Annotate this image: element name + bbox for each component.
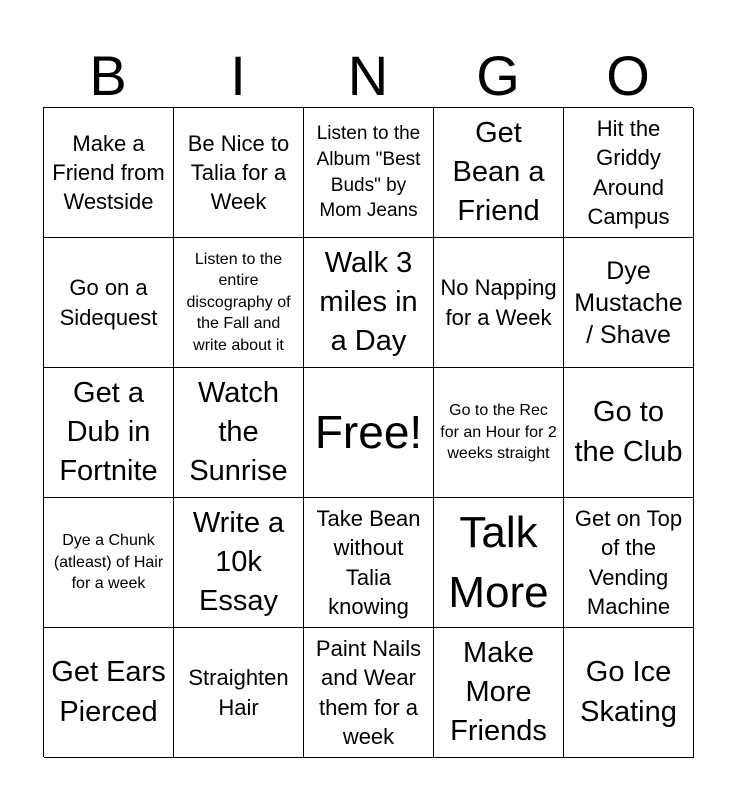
cell-label: Go on a Sidequest xyxy=(59,275,158,330)
cell-label: Get Bean a Friend xyxy=(452,116,545,228)
cell-label: Get on Top of the Vending Machine xyxy=(574,506,683,619)
bingo-cell[interactable] xyxy=(304,628,434,758)
bingo-cell[interactable] xyxy=(564,368,694,498)
bingo-cell[interactable] xyxy=(174,628,304,758)
cell-label: Listen to the Album "Best Buds" by Mom Jeans xyxy=(316,123,421,222)
bingo-cell[interactable] xyxy=(564,498,694,628)
free-space-cell[interactable] xyxy=(304,368,434,498)
bingo-cell[interactable] xyxy=(564,628,694,758)
bingo-cell[interactable] xyxy=(44,238,174,368)
cell-label: Straighten Hair xyxy=(188,665,289,720)
cell-label: Make More Friends xyxy=(450,636,547,748)
cell-label: Dye a Chunk (atleast) of Hair for a week xyxy=(53,532,164,593)
bingo-cell[interactable] xyxy=(434,368,564,498)
bingo-cell[interactable] xyxy=(44,368,174,498)
bingo-cell[interactable] xyxy=(304,108,434,238)
cell-label: Hit the Griddy Around Campus xyxy=(587,116,670,229)
cell-label: Go to the Rec for an Hour for 2 weeks straight xyxy=(440,402,557,463)
cell-label: Dye Mustache / Shave xyxy=(574,256,683,349)
header-letter-b: B xyxy=(89,44,127,107)
bingo-header xyxy=(43,44,693,108)
cell-label: Take Bean without Talia knowing xyxy=(316,506,421,619)
bingo-cell[interactable] xyxy=(434,108,564,238)
bingo-cell[interactable] xyxy=(44,498,174,628)
cell-label: Talk More xyxy=(448,508,549,617)
cell-label: Write a 10k Essay xyxy=(192,506,285,618)
bingo-cell[interactable] xyxy=(564,108,694,238)
bingo-cell[interactable] xyxy=(174,238,304,368)
header-letter-o: O xyxy=(606,44,650,107)
bingo-board xyxy=(43,107,693,757)
cell-label: Listen to the entire discography of the Fall and write about it xyxy=(186,250,291,354)
bingo-cell[interactable] xyxy=(304,498,434,628)
cell-label: No Napping for a Week xyxy=(440,275,557,330)
bingo-cell[interactable] xyxy=(434,628,564,758)
cell-label: Make a Friend from Westside xyxy=(52,130,165,215)
cell-label: Walk 3 miles in a Day xyxy=(319,246,418,358)
bingo-cell[interactable] xyxy=(174,498,304,628)
header-letter-i: I xyxy=(230,44,246,107)
cell-label: Watch the Sunrise xyxy=(189,376,288,488)
cell-label: Go to the Club xyxy=(574,396,683,468)
cell-label: Be Nice to Talia for a Week xyxy=(187,130,290,215)
header-letter-g: G xyxy=(476,44,520,107)
bingo-cell[interactable] xyxy=(434,498,564,628)
cell-label: Get a Dub in Fortnite xyxy=(59,376,158,488)
bingo-cell[interactable] xyxy=(174,108,304,238)
cell-label: Get Ears Pierced xyxy=(51,656,166,728)
free-space-label: Free! xyxy=(314,406,423,459)
cell-label: Paint Nails and Wear them for a week xyxy=(315,636,422,749)
bingo-cell[interactable] xyxy=(304,238,434,368)
bingo-cell[interactable] xyxy=(434,238,564,368)
bingo-cell[interactable] xyxy=(174,368,304,498)
bingo-cell[interactable] xyxy=(44,108,174,238)
header-letter-n: N xyxy=(347,44,389,107)
bingo-cell[interactable] xyxy=(564,238,694,368)
bingo-cell[interactable] xyxy=(44,628,174,758)
cell-label: Go Ice Skating xyxy=(580,656,677,728)
